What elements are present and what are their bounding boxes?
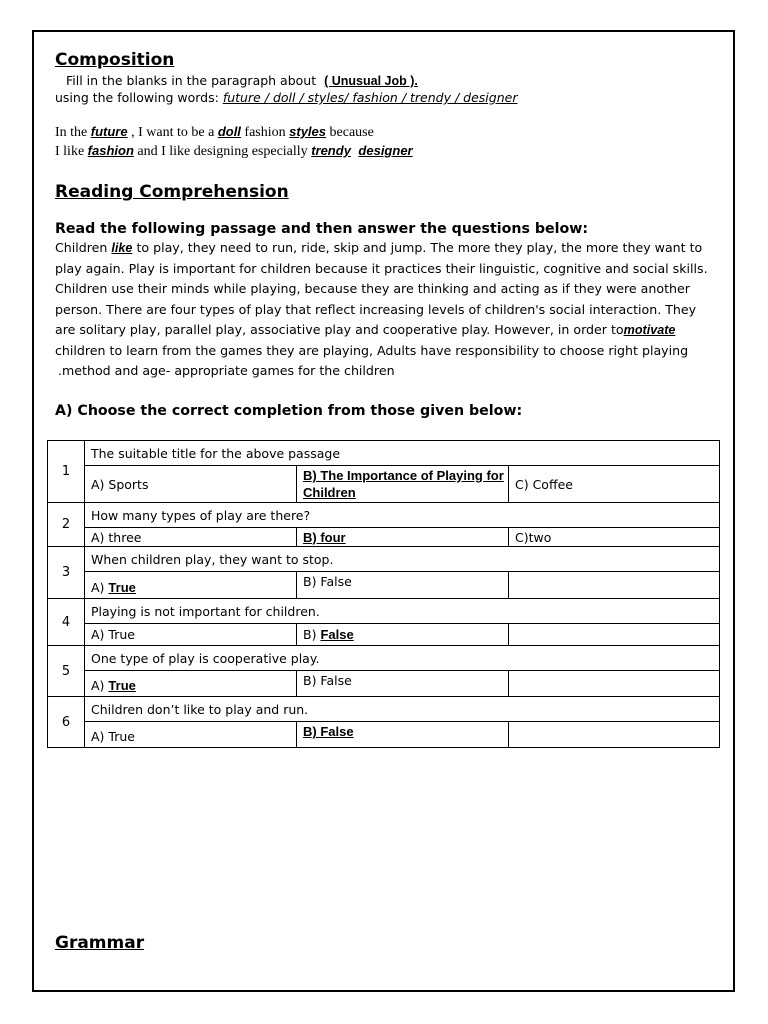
option-a[interactable]: A) True bbox=[85, 624, 297, 646]
composition-title: Composition bbox=[55, 50, 175, 70]
option-a[interactable]: A) Sports bbox=[85, 466, 297, 503]
grammar-title: Grammar bbox=[55, 933, 145, 953]
option-a[interactable]: A) True bbox=[85, 722, 297, 748]
question-row-3 bbox=[48, 547, 720, 572]
question-number: 3 bbox=[48, 547, 85, 599]
options-row-5 bbox=[48, 671, 720, 697]
question-row-6 bbox=[48, 697, 720, 722]
reading-passage bbox=[55, 238, 715, 382]
passage-line: children to learn from the games they are playing, Adults have responsibility to choose right playing bbox=[55, 342, 689, 358]
option-b-correct[interactable]: B) False bbox=[297, 722, 509, 748]
filled-blank: fashion bbox=[87, 143, 134, 158]
option-prefix: B) bbox=[303, 627, 317, 642]
filled-blank: styles bbox=[289, 124, 327, 139]
word-list: future / doll / styles/ fashion / trendy / designer bbox=[222, 90, 518, 105]
question-number: 4 bbox=[48, 599, 85, 646]
question-text: Playing is not important for children. bbox=[85, 599, 720, 624]
option-answer-correct: True bbox=[108, 580, 136, 595]
composition-sentence-2 bbox=[55, 143, 413, 160]
option-b[interactable]: B) False bbox=[297, 572, 509, 599]
option-c[interactable]: C) Coffee bbox=[509, 466, 720, 503]
question-number: 5 bbox=[48, 646, 85, 697]
question-number: 6 bbox=[48, 697, 85, 748]
option-c-empty[interactable] bbox=[509, 572, 720, 599]
question-text: When children play, they want to stop. bbox=[85, 547, 720, 572]
passage-text: Children bbox=[55, 240, 108, 255]
passage-blank: motivate bbox=[623, 323, 676, 337]
passage-line: Children use their minds while playing, because they are thinking and acting as if they were another bbox=[55, 281, 690, 296]
question-text: One type of play is cooperative play. bbox=[85, 646, 720, 671]
filled-blank: doll bbox=[217, 124, 241, 139]
question-text: How many types of play are there? bbox=[85, 503, 720, 528]
option-a[interactable] bbox=[85, 572, 297, 599]
section-a-title: A) Choose the correct completion from those given below: bbox=[55, 403, 523, 419]
question-number: 1 bbox=[48, 441, 85, 503]
sentence-text: I like bbox=[55, 144, 85, 159]
options-row-1 bbox=[48, 466, 720, 503]
option-prefix: A) bbox=[91, 678, 105, 693]
option-c-empty[interactable] bbox=[509, 624, 720, 646]
sentence-text: and I like designing especially bbox=[137, 144, 308, 159]
question-number: 2 bbox=[48, 503, 85, 547]
filled-blank: trendy bbox=[311, 143, 351, 158]
filled-blank: designer bbox=[358, 143, 413, 158]
option-answer-correct: True bbox=[108, 678, 136, 693]
option-a[interactable]: A) three bbox=[85, 528, 297, 547]
option-c[interactable]: C)two bbox=[509, 528, 720, 547]
option-b[interactable]: B) False bbox=[297, 671, 509, 697]
option-b-correct[interactable]: B) four bbox=[297, 528, 509, 547]
passage-blank: like bbox=[111, 241, 133, 255]
option-a[interactable] bbox=[85, 671, 297, 697]
questions-table bbox=[47, 440, 720, 748]
passage-line bbox=[55, 238, 715, 259]
options-row-4 bbox=[48, 624, 720, 646]
composition-instruction-line2 bbox=[55, 90, 517, 105]
reading-title: Reading Comprehension bbox=[55, 182, 289, 202]
passage-line: play again. Play is important for children because it practices their linguistic, cognitive and social skills. bbox=[55, 260, 708, 276]
option-b-correct[interactable]: B) The Importance of Playing for Children bbox=[297, 466, 509, 503]
reading-instruction: Read the following passage and then answer the questions below: bbox=[55, 221, 589, 237]
question-row-2 bbox=[48, 503, 720, 528]
option-answer-correct: False bbox=[320, 627, 354, 642]
sentence-text: , I want to be a bbox=[131, 125, 215, 140]
passage-line bbox=[55, 320, 715, 341]
question-text: Children don’t like to play and run. bbox=[85, 697, 720, 722]
question-row-1 bbox=[48, 441, 720, 466]
composition-sentence-1 bbox=[55, 124, 374, 141]
passage-line: person. There are four types of play that reflect increasing levels of children's social interaction. They bbox=[55, 301, 697, 317]
option-b[interactable] bbox=[297, 624, 509, 646]
option-c-empty[interactable] bbox=[509, 722, 720, 748]
question-row-5 bbox=[48, 646, 720, 671]
composition-topic: ( Unusual Job ). bbox=[324, 74, 418, 88]
word-list-label: using the following words: bbox=[55, 90, 219, 105]
filled-blank: future bbox=[90, 124, 128, 139]
question-row-4 bbox=[48, 599, 720, 624]
sentence-text: fashion bbox=[244, 125, 286, 140]
options-row-6 bbox=[48, 722, 720, 748]
option-prefix: A) bbox=[91, 580, 105, 595]
question-text: The suitable title for the above passage bbox=[85, 441, 720, 466]
instruction-text: Fill in the blanks in the paragraph about bbox=[66, 73, 317, 88]
option-c-empty[interactable] bbox=[509, 671, 720, 697]
passage-text: to play, they need to run, ride, skip and jump. The more they play, the more they want to bbox=[136, 240, 703, 255]
passage-text: are solitary play, parallel play, associative play and cooperative play. However, in order to bbox=[55, 322, 624, 337]
composition-instruction-line1 bbox=[66, 73, 418, 88]
sentence-text: because bbox=[329, 125, 374, 140]
options-row-3 bbox=[48, 572, 720, 599]
sentence-text: In the bbox=[55, 125, 88, 140]
passage-line: .method and age- appropriate games for the children bbox=[58, 363, 395, 378]
options-row-2 bbox=[48, 528, 720, 547]
